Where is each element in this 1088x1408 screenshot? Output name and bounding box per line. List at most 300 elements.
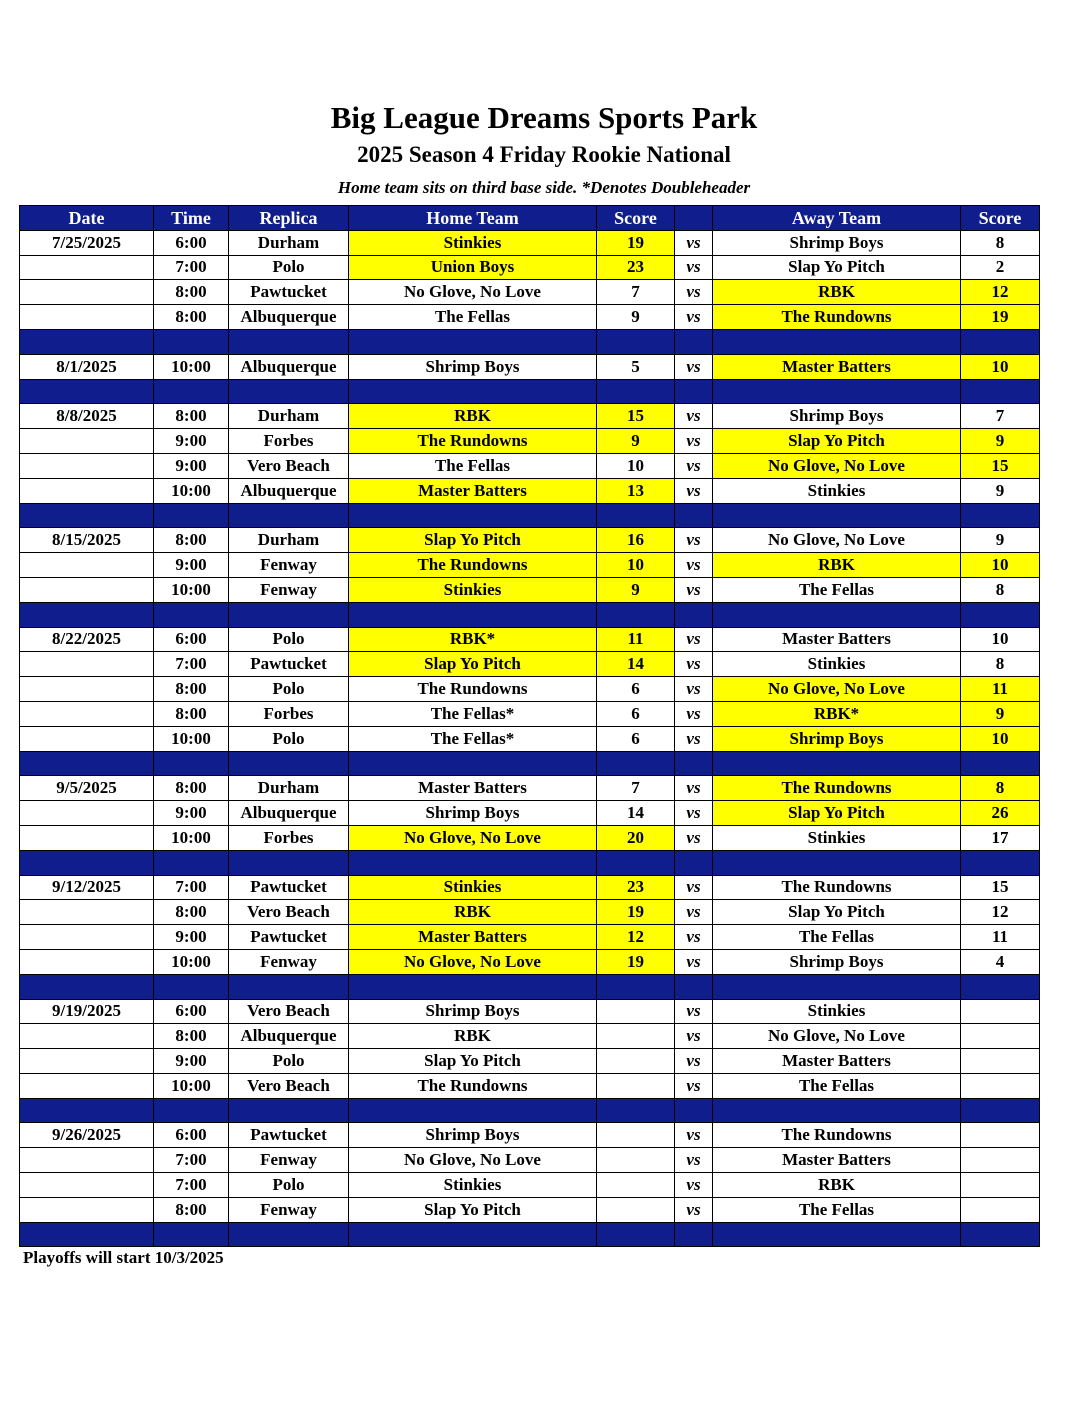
away-team: Shrimp Boys: [713, 404, 961, 429]
separator-cell: [229, 329, 349, 354]
away-team: Shrimp Boys: [713, 230, 961, 255]
game-date: [20, 453, 154, 478]
separator-cell: [229, 1222, 349, 1247]
page-subtitle: 2025 Season 4 Friday Rookie National: [357, 142, 731, 167]
home-score: [597, 1073, 675, 1098]
game-replica-field: Forbes: [229, 429, 349, 454]
separator-cell: [20, 503, 154, 528]
separator-cell: [154, 602, 229, 627]
vs-label: vs: [675, 925, 713, 950]
vs-label: vs: [675, 528, 713, 553]
separator-cell: [713, 503, 961, 528]
home-score: [597, 1197, 675, 1222]
game-time: 9:00: [154, 925, 229, 950]
separator-row: [20, 602, 1040, 627]
game-date: [20, 701, 154, 726]
separator-cell: [597, 503, 675, 528]
away-team: Master Batters: [713, 1049, 961, 1074]
vs-label: vs: [675, 801, 713, 826]
away-score: [961, 999, 1040, 1024]
home-team: Slap Yo Pitch: [349, 1049, 597, 1074]
away-team: Stinkies: [713, 478, 961, 503]
separator-cell: [349, 379, 597, 404]
vs-label: vs: [675, 999, 713, 1024]
game-date: 9/5/2025: [20, 776, 154, 801]
separator-cell: [229, 850, 349, 875]
separator-cell: [229, 974, 349, 999]
away-team: The Fellas: [713, 577, 961, 602]
away-team: Shrimp Boys: [713, 949, 961, 974]
game-replica-field: Albuquerque: [229, 305, 349, 330]
home-score: 10: [597, 453, 675, 478]
home-team: The Fellas*: [349, 726, 597, 751]
game-row: [20, 875, 1040, 900]
game-row: [20, 404, 1040, 429]
separator-cell: [597, 1098, 675, 1123]
away-team: Slap Yo Pitch: [713, 801, 961, 826]
away-team: No Glove, No Love: [713, 528, 961, 553]
game-date: [20, 429, 154, 454]
vs-label: vs: [675, 875, 713, 900]
game-row: [20, 354, 1040, 379]
separator-cell: [349, 974, 597, 999]
away-team: The Rundowns: [713, 776, 961, 801]
game-time: 8:00: [154, 1024, 229, 1049]
home-team: RBK: [349, 404, 597, 429]
game-replica-field: Vero Beach: [229, 1073, 349, 1098]
game-row: [20, 726, 1040, 751]
game-replica-field: Fenway: [229, 1148, 349, 1173]
separator-cell: [713, 751, 961, 776]
away-score: 11: [961, 677, 1040, 702]
vs-label: vs: [675, 1148, 713, 1173]
separator-cell: [20, 379, 154, 404]
home-team: RBK: [349, 1024, 597, 1049]
separator-cell: [597, 974, 675, 999]
game-replica-field: Pawtucket: [229, 280, 349, 305]
home-score: 9: [597, 429, 675, 454]
home-score: 16: [597, 528, 675, 553]
game-replica-field: Forbes: [229, 825, 349, 850]
home-team: No Glove, No Love: [349, 1148, 597, 1173]
away-team: Stinkies: [713, 999, 961, 1024]
game-replica-field: Albuquerque: [229, 354, 349, 379]
separator-cell: [713, 602, 961, 627]
schedule-note: Home team sits on third base side. *Denotes Doubleheader: [337, 178, 751, 197]
home-team: Union Boys: [349, 255, 597, 280]
vs-label: vs: [675, 627, 713, 652]
separator-cell: [20, 850, 154, 875]
home-score: 7: [597, 776, 675, 801]
vs-label: vs: [675, 1197, 713, 1222]
away-team: No Glove, No Love: [713, 453, 961, 478]
separator-cell: [229, 602, 349, 627]
away-team: The Fellas: [713, 1197, 961, 1222]
game-time: 8:00: [154, 404, 229, 429]
vs-label: vs: [675, 1024, 713, 1049]
separator-cell: [597, 379, 675, 404]
game-replica-field: Fenway: [229, 553, 349, 578]
separator-cell: [675, 1098, 713, 1123]
separator-cell: [961, 329, 1040, 354]
away-score: 9: [961, 478, 1040, 503]
game-row: [20, 627, 1040, 652]
separator-cell: [154, 329, 229, 354]
game-time: 8:00: [154, 701, 229, 726]
game-date: [20, 1024, 154, 1049]
game-date: [20, 726, 154, 751]
vs-label: vs: [675, 429, 713, 454]
game-row: [20, 825, 1040, 850]
game-row: [20, 305, 1040, 330]
game-replica-field: Polo: [229, 255, 349, 280]
vs-label: vs: [675, 255, 713, 280]
home-score: 6: [597, 677, 675, 702]
separator-row: [20, 1222, 1040, 1247]
separator-cell: [349, 1222, 597, 1247]
game-date: [20, 900, 154, 925]
column-header-away-score: Score: [961, 206, 1040, 231]
game-replica-field: Forbes: [229, 701, 349, 726]
home-team: The Rundowns: [349, 677, 597, 702]
home-team: RBK*: [349, 627, 597, 652]
home-team: Slap Yo Pitch: [349, 652, 597, 677]
home-team: Shrimp Boys: [349, 999, 597, 1024]
home-score: [597, 1123, 675, 1148]
game-date: [20, 1148, 154, 1173]
home-score: 20: [597, 825, 675, 850]
separator-cell: [961, 1098, 1040, 1123]
home-team: The Fellas*: [349, 701, 597, 726]
game-replica-field: Durham: [229, 776, 349, 801]
separator-cell: [597, 602, 675, 627]
game-replica-field: Polo: [229, 1049, 349, 1074]
away-score: [961, 1024, 1040, 1049]
game-date: [20, 478, 154, 503]
column-header-replica: Replica: [229, 206, 349, 231]
schedule-table: [19, 205, 1040, 1247]
home-team: Stinkies: [349, 1173, 597, 1198]
away-score: 15: [961, 453, 1040, 478]
game-time: 8:00: [154, 528, 229, 553]
separator-cell: [961, 974, 1040, 999]
game-replica-field: Polo: [229, 1173, 349, 1198]
game-row: [20, 1024, 1040, 1049]
home-team: The Fellas: [349, 305, 597, 330]
game-date: 9/12/2025: [20, 875, 154, 900]
game-date: [20, 305, 154, 330]
separator-cell: [961, 850, 1040, 875]
column-header-away-team: Away Team: [713, 206, 961, 231]
away-team: Slap Yo Pitch: [713, 429, 961, 454]
game-time: 9:00: [154, 1049, 229, 1074]
home-team: The Rundowns: [349, 429, 597, 454]
away-team: RBK*: [713, 701, 961, 726]
separator-cell: [20, 329, 154, 354]
home-team: RBK: [349, 900, 597, 925]
home-team: Slap Yo Pitch: [349, 528, 597, 553]
game-date: [20, 1197, 154, 1222]
home-score: 14: [597, 801, 675, 826]
separator-cell: [154, 379, 229, 404]
separator-cell: [20, 1222, 154, 1247]
home-team: Master Batters: [349, 478, 597, 503]
game-row: [20, 453, 1040, 478]
vs-label: vs: [675, 1049, 713, 1074]
game-time: 10:00: [154, 354, 229, 379]
home-team: Shrimp Boys: [349, 1123, 597, 1148]
away-score: 8: [961, 776, 1040, 801]
away-team: Stinkies: [713, 652, 961, 677]
game-row: [20, 925, 1040, 950]
vs-label: vs: [675, 577, 713, 602]
vs-label: vs: [675, 701, 713, 726]
column-header-home-score: Score: [597, 206, 675, 231]
column-header-vs: [675, 206, 713, 231]
separator-cell: [675, 850, 713, 875]
game-date: 7/25/2025: [20, 230, 154, 255]
game-date: [20, 1073, 154, 1098]
away-team: Master Batters: [713, 627, 961, 652]
game-time: 10:00: [154, 478, 229, 503]
home-team: Shrimp Boys: [349, 354, 597, 379]
away-team: Master Batters: [713, 1148, 961, 1173]
home-score: [597, 1148, 675, 1173]
separator-cell: [713, 974, 961, 999]
game-date: [20, 553, 154, 578]
vs-label: vs: [675, 404, 713, 429]
game-replica-field: Albuquerque: [229, 478, 349, 503]
game-time: 9:00: [154, 429, 229, 454]
game-replica-field: Fenway: [229, 1197, 349, 1222]
game-row: [20, 999, 1040, 1024]
separator-row: [20, 503, 1040, 528]
vs-label: vs: [675, 900, 713, 925]
game-time: 8:00: [154, 900, 229, 925]
separator-cell: [675, 974, 713, 999]
game-date: 8/8/2025: [20, 404, 154, 429]
separator-row: [20, 1098, 1040, 1123]
game-row: [20, 280, 1040, 305]
game-time: 8:00: [154, 1197, 229, 1222]
vs-label: vs: [675, 726, 713, 751]
vs-label: vs: [675, 1173, 713, 1198]
home-score: 12: [597, 925, 675, 950]
game-row: [20, 652, 1040, 677]
vs-label: vs: [675, 453, 713, 478]
game-replica-field: Polo: [229, 677, 349, 702]
home-team: The Fellas: [349, 453, 597, 478]
away-score: [961, 1148, 1040, 1173]
home-score: 23: [597, 255, 675, 280]
away-score: 10: [961, 726, 1040, 751]
game-replica-field: Vero Beach: [229, 453, 349, 478]
game-replica-field: Pawtucket: [229, 875, 349, 900]
away-score: 12: [961, 280, 1040, 305]
separator-cell: [154, 850, 229, 875]
game-time: 10:00: [154, 825, 229, 850]
away-team: The Fellas: [713, 1073, 961, 1098]
separator-cell: [597, 329, 675, 354]
home-score: 23: [597, 875, 675, 900]
game-time: 10:00: [154, 949, 229, 974]
game-time: 8:00: [154, 305, 229, 330]
game-time: 8:00: [154, 677, 229, 702]
separator-cell: [349, 1098, 597, 1123]
home-score: [597, 1173, 675, 1198]
home-score: 6: [597, 701, 675, 726]
home-score: 10: [597, 553, 675, 578]
game-row: [20, 1073, 1040, 1098]
separator-cell: [349, 751, 597, 776]
separator-cell: [229, 751, 349, 776]
separator-cell: [154, 974, 229, 999]
header-row: [20, 206, 1040, 231]
away-team: Slap Yo Pitch: [713, 900, 961, 925]
away-score: 11: [961, 925, 1040, 950]
game-date: [20, 801, 154, 826]
game-time: 6:00: [154, 627, 229, 652]
home-score: 9: [597, 577, 675, 602]
home-score: [597, 1049, 675, 1074]
separator-cell: [20, 1098, 154, 1123]
home-team: No Glove, No Love: [349, 825, 597, 850]
home-score: 19: [597, 230, 675, 255]
separator-cell: [597, 751, 675, 776]
away-score: 12: [961, 900, 1040, 925]
game-replica-field: Pawtucket: [229, 652, 349, 677]
game-time: 9:00: [154, 801, 229, 826]
game-time: 10:00: [154, 1073, 229, 1098]
home-score: 13: [597, 478, 675, 503]
away-team: The Rundowns: [713, 875, 961, 900]
separator-cell: [229, 1098, 349, 1123]
away-team: RBK: [713, 280, 961, 305]
home-score: 7: [597, 280, 675, 305]
away-score: [961, 1123, 1040, 1148]
home-team: Shrimp Boys: [349, 801, 597, 826]
separator-cell: [961, 751, 1040, 776]
game-replica-field: Durham: [229, 230, 349, 255]
game-time: 6:00: [154, 230, 229, 255]
column-header-home-team: Home Team: [349, 206, 597, 231]
away-score: [961, 1049, 1040, 1074]
game-row: [20, 1197, 1040, 1222]
home-team: The Rundowns: [349, 1073, 597, 1098]
game-date: [20, 652, 154, 677]
separator-cell: [675, 1222, 713, 1247]
vs-label: vs: [675, 825, 713, 850]
separator-cell: [597, 1222, 675, 1247]
separator-cell: [349, 329, 597, 354]
home-score: 5: [597, 354, 675, 379]
separator-cell: [713, 329, 961, 354]
vs-label: vs: [675, 677, 713, 702]
separator-cell: [154, 751, 229, 776]
game-date: [20, 577, 154, 602]
home-team: Stinkies: [349, 230, 597, 255]
home-team: Master Batters: [349, 776, 597, 801]
playoffs-note: Playoffs will start 10/3/2025: [23, 1248, 224, 1267]
separator-cell: [675, 602, 713, 627]
away-score: 2: [961, 255, 1040, 280]
separator-cell: [961, 379, 1040, 404]
separator-cell: [713, 379, 961, 404]
separator-cell: [597, 850, 675, 875]
separator-cell: [713, 1098, 961, 1123]
separator-cell: [154, 503, 229, 528]
separator-cell: [229, 379, 349, 404]
separator-cell: [961, 602, 1040, 627]
vs-label: vs: [675, 230, 713, 255]
away-score: 17: [961, 825, 1040, 850]
schedule-body: [20, 230, 1040, 1247]
away-score: 9: [961, 701, 1040, 726]
game-replica-field: Durham: [229, 528, 349, 553]
game-replica-field: Fenway: [229, 577, 349, 602]
vs-label: vs: [675, 652, 713, 677]
game-replica-field: Albuquerque: [229, 1024, 349, 1049]
separator-row: [20, 974, 1040, 999]
game-replica-field: Albuquerque: [229, 801, 349, 826]
away-team: Stinkies: [713, 825, 961, 850]
separator-cell: [229, 503, 349, 528]
away-score: 26: [961, 801, 1040, 826]
away-score: 9: [961, 528, 1040, 553]
game-date: [20, 949, 154, 974]
game-row: [20, 801, 1040, 826]
separator-cell: [675, 329, 713, 354]
away-score: 7: [961, 404, 1040, 429]
game-date: [20, 1173, 154, 1198]
game-row: [20, 577, 1040, 602]
game-replica-field: Vero Beach: [229, 999, 349, 1024]
game-date: [20, 925, 154, 950]
home-team: Master Batters: [349, 925, 597, 950]
separator-cell: [20, 751, 154, 776]
separator-cell: [713, 1222, 961, 1247]
game-row: [20, 429, 1040, 454]
vs-label: vs: [675, 553, 713, 578]
game-time: 6:00: [154, 999, 229, 1024]
game-time: 7:00: [154, 652, 229, 677]
game-replica-field: Polo: [229, 726, 349, 751]
vs-label: vs: [675, 776, 713, 801]
separator-row: [20, 850, 1040, 875]
separator-cell: [20, 602, 154, 627]
separator-cell: [349, 850, 597, 875]
vs-label: vs: [675, 1073, 713, 1098]
away-team: Shrimp Boys: [713, 726, 961, 751]
game-replica-field: Polo: [229, 627, 349, 652]
separator-row: [20, 751, 1040, 776]
game-time: 7:00: [154, 1148, 229, 1173]
game-row: [20, 553, 1040, 578]
home-score: 6: [597, 726, 675, 751]
game-row: [20, 701, 1040, 726]
page-title: Big League Dreams Sports Park: [330, 100, 758, 135]
game-time: 6:00: [154, 1123, 229, 1148]
game-row: [20, 900, 1040, 925]
away-score: 8: [961, 577, 1040, 602]
separator-cell: [675, 379, 713, 404]
home-team: No Glove, No Love: [349, 949, 597, 974]
away-score: [961, 1073, 1040, 1098]
vs-label: vs: [675, 478, 713, 503]
separator-cell: [961, 503, 1040, 528]
home-score: 19: [597, 900, 675, 925]
vs-label: vs: [675, 280, 713, 305]
